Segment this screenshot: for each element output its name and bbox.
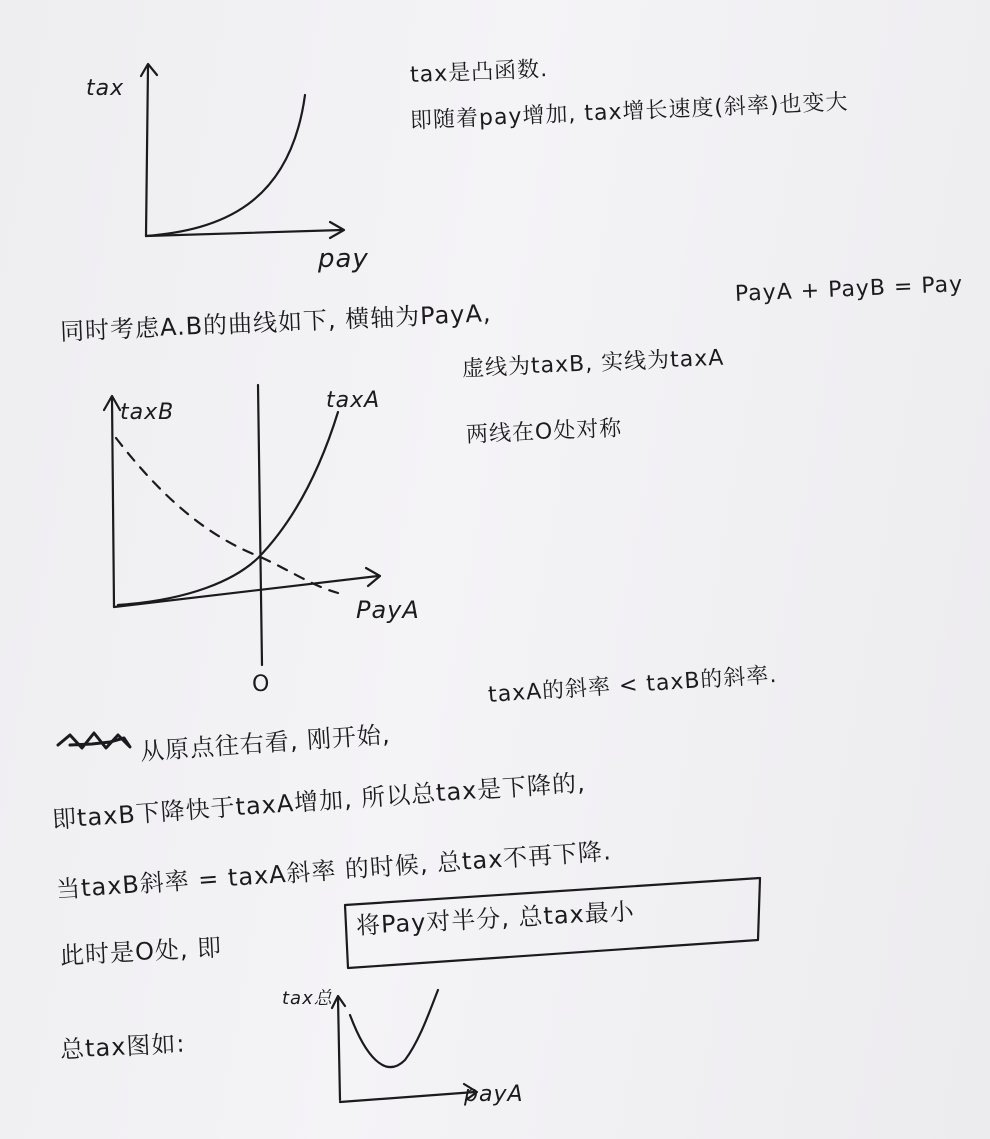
note-equal-slopes: 当taxB斜率 = taxA斜率 的时候, 总tax不再下降. — [55, 837, 613, 904]
graph3-y-label: tax总 — [282, 988, 333, 1009]
graph2-x-axis — [114, 576, 378, 607]
graph1-y-label: tax — [86, 76, 125, 101]
graph3-y-axis — [338, 998, 340, 1100]
note-look-right: 从原点往右看, 刚开始, — [139, 720, 392, 766]
note-total-graph: 总tax图如: — [59, 1029, 187, 1064]
graph2-x-label: PayA — [356, 596, 420, 624]
graph2-taxB-dashed-curve — [116, 438, 338, 593]
note-total-decreasing: 即taxB下降快于taxA增加, 所以总tax是下降的, — [51, 768, 587, 834]
graph2-taxA-solid-curve — [118, 412, 338, 605]
graph3-u-curve — [350, 990, 438, 1067]
graph3-x-label: payA — [464, 1082, 524, 1107]
graph1-convex-curve — [146, 95, 305, 236]
note-at-origin: 此时是O处, 即 — [59, 933, 223, 970]
graph2-taxB-label: taxB — [120, 400, 175, 425]
graph2-taxA-label: taxA — [326, 388, 381, 413]
note-formula: PayA + PayB = Pay — [734, 272, 964, 307]
graph1-x-label: pay — [318, 244, 369, 274]
note-dashed-solid: 虚线为taxB, 实线为taxA — [461, 345, 725, 382]
note-slope-increases: 即随着pay增加, tax增长速度(斜率)也变大 — [409, 89, 849, 134]
graph2 — [104, 385, 380, 665]
note-symmetric: 两线在O处对称 — [465, 416, 623, 448]
graph1 — [141, 64, 344, 238]
graph3 — [332, 990, 477, 1102]
note-consider-a-b: 同时考虑A.B的曲线如下, 横轴为PayA, — [59, 299, 493, 346]
graph2-origin-label: O — [252, 672, 271, 697]
note-slope-compare: taxA的斜率 < taxB的斜率. — [487, 662, 779, 708]
graph2-y-axis — [112, 398, 114, 607]
note-boxed-conclusion: 将Pay对半分, 总tax最小 — [355, 897, 636, 940]
scribble-mark — [58, 733, 130, 748]
note-convex: tax是凸函数. — [409, 56, 549, 88]
graph1-y-axis — [146, 66, 148, 236]
graph2-vertical-line — [258, 385, 262, 665]
graph3-x-axis — [340, 1092, 475, 1102]
